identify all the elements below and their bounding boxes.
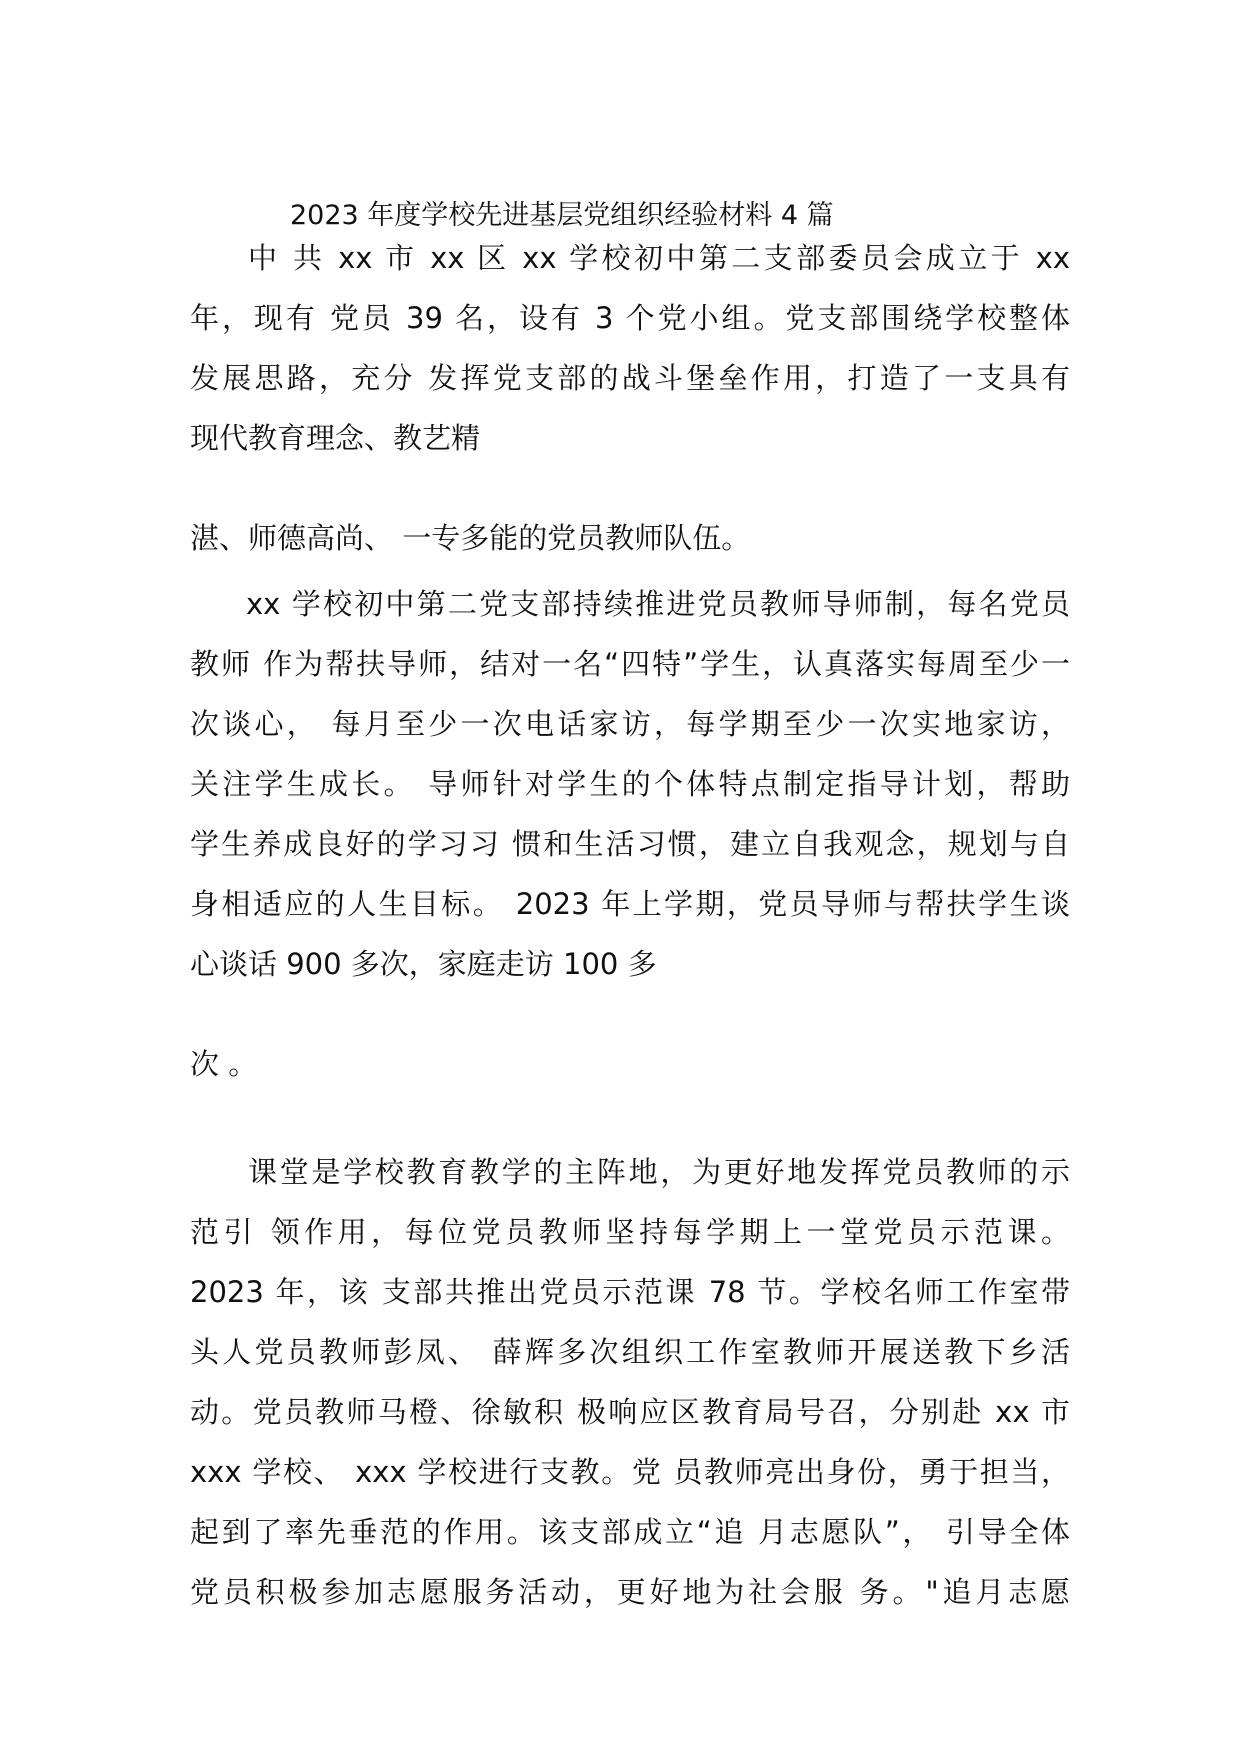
document-title: 2023 年度学校先进基层党组织经验材料 4 篇 bbox=[290, 200, 834, 231]
paragraph-2-line-6: 身相适应的人生目标。 2023 年上学期，党员导师与帮扶学生谈 bbox=[190, 887, 1070, 921]
paragraph-3-line-8: 党员积极参加志愿服务活动，更好地为社会服 务。"追月志愿 bbox=[190, 1575, 1070, 1609]
paragraph-3-line-1: 课堂是学校教育教学的主阵地，为更好地发挥党员教师的示 bbox=[248, 1155, 1070, 1189]
paragraph-2-line-4: 关注学生成长。 导师针对学生的个体特点制定指导计划，帮助 bbox=[190, 767, 1070, 801]
paragraph-1-line-1: 中 共 xx 市 xx 区 xx 学校初中第二支部委员会成立于 xx bbox=[248, 241, 1070, 275]
paragraph-3-line-3: 2023 年，该 支部共推出党员示范课 78 节。学校名师工作室带 bbox=[190, 1275, 1070, 1309]
paragraph-3-line-5: 动。党员教师马橙、徐敏积 极响应区教育局号召，分别赴 xx 市 bbox=[190, 1395, 1070, 1429]
paragraph-2-line-1: xx 学校初中第二党支部持续推进党员教师导师制，每名党员 bbox=[246, 587, 1070, 621]
paragraph-1-line-5: 湛、师德高尚、 一专多能的党员教师队伍。 bbox=[190, 521, 751, 555]
paragraph-3-line-4: 头人党员教师彭凤、 薛辉多次组织工作室教师开展送教下乡活 bbox=[190, 1335, 1070, 1369]
paragraph-3-line-6: xxx 学校、 xxx 学校进行支教。党 员教师亮出身份，勇于担当， bbox=[190, 1455, 1070, 1489]
paragraph-1-line-2: 年，现有 党员 39 名，设有 3 个党小组。党支部围绕学校整体 bbox=[190, 301, 1070, 335]
paragraph-2-line-7: 心谈话 900 多次，家庭走访 100 多 bbox=[190, 947, 657, 981]
paragraph-2-line-3: 次谈心， 每月至少一次电话家访，每学期至少一次实地家访， bbox=[190, 707, 1070, 741]
paragraph-2-line-5: 学生养成良好的学习习 惯和生活习惯，建立自我观念，规划与自 bbox=[190, 827, 1070, 861]
paragraph-3-line-2: 范引 领作用，每位党员教师坚持每学期上一堂党员示范课。 bbox=[190, 1215, 1070, 1249]
paragraph-2-line-8: 次 。 bbox=[190, 1047, 258, 1081]
paragraph-1-line-4: 现代教育理念、教艺精 bbox=[190, 421, 481, 455]
paragraph-1-line-3: 发展思路，充分 发挥党支部的战斗堡垒作用，打造了一支具有 bbox=[190, 361, 1070, 395]
paragraph-2-line-2: 教师 作为帮扶导师，结对一名“四特”学生，认真落实每周至少一 bbox=[190, 647, 1070, 681]
paragraph-3-line-7: 起到了率先垂范的作用。该支部成立“追 月志愿队”， 引导全体 bbox=[190, 1515, 1070, 1549]
